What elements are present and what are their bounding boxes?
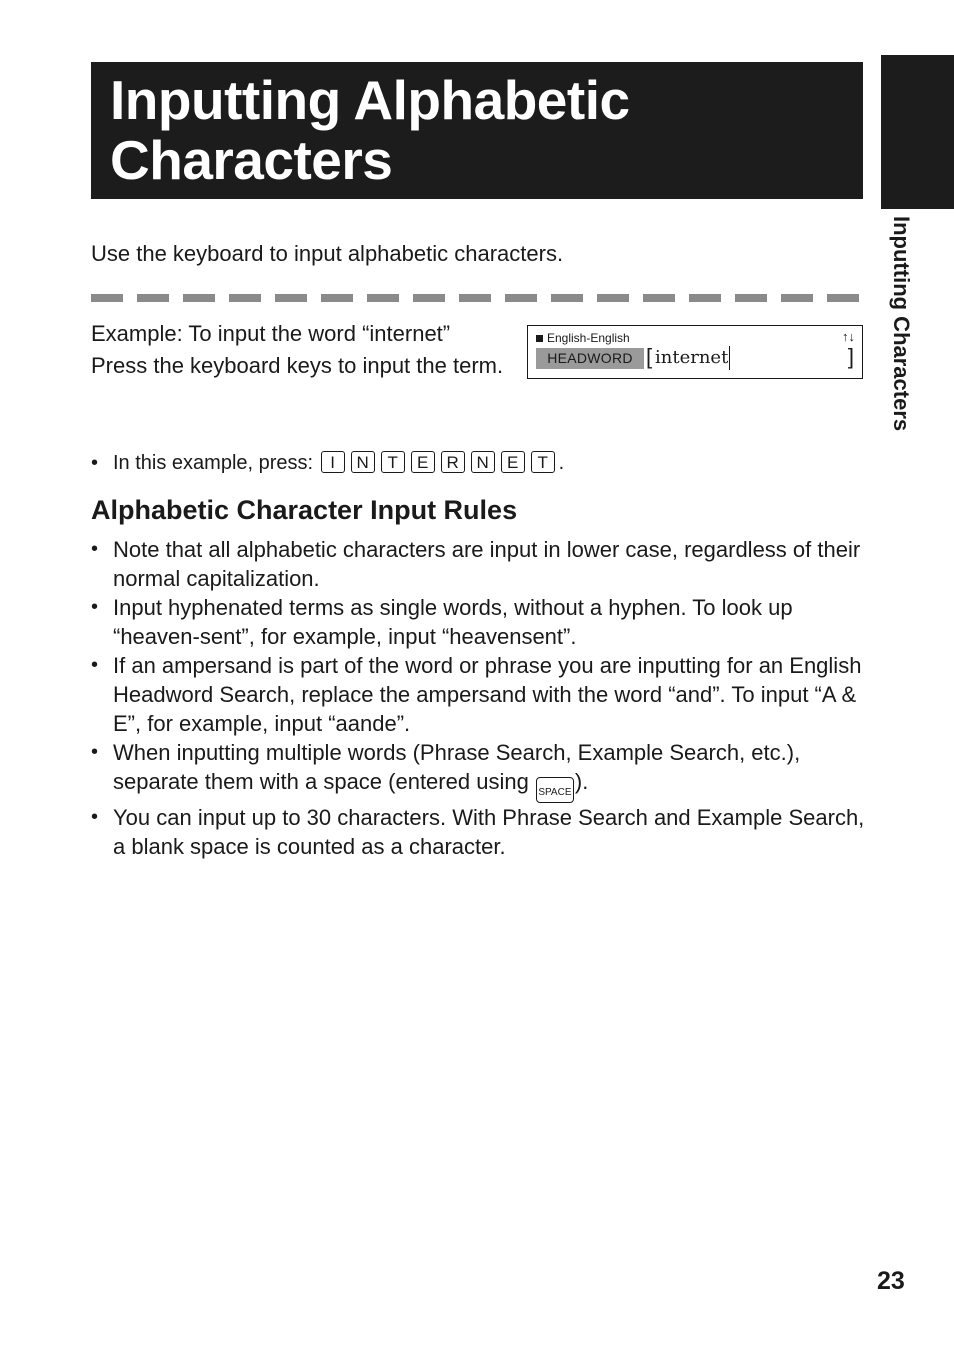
lcd-screen xyxy=(527,325,863,379)
key-e-2: E xyxy=(501,451,525,473)
key-n-2: N xyxy=(471,451,495,473)
section-tab-label: Inputting Characters xyxy=(889,216,914,432)
press-instruction xyxy=(91,449,564,477)
space-key: SPACE xyxy=(536,777,574,803)
key-t: T xyxy=(381,451,405,473)
list-item: • Input hyphenated terms as single words, without a hyphen. To look up “heaven-sent”, for example, input “heavensent”. xyxy=(91,593,866,651)
key-i: I xyxy=(321,451,345,473)
page-title: Inputting Alphabetic Characters xyxy=(110,69,630,191)
press-prefix: In this example, press: xyxy=(113,452,314,474)
press-suffix: . xyxy=(558,452,565,474)
rule-4-after: ). xyxy=(574,769,589,794)
bracket-open: [ xyxy=(646,344,653,369)
example-block xyxy=(91,318,511,382)
rule-4-before: When inputting multiple words (Phrase Search, Example Search, etc.), separate them with a space (entered using xyxy=(113,740,801,794)
list-item: • You can input up to 30 characters. With Phrase Search and Example Search, a blank space is counted as a character. xyxy=(91,803,866,861)
section-tab-marker xyxy=(881,55,954,209)
dictionary-mode xyxy=(536,331,630,345)
mode-label: English-English xyxy=(547,331,630,345)
mode-square-icon xyxy=(536,335,543,342)
list-item: • Note that all alphabetic characters are input in lower case, regardless of their normal capitalization. xyxy=(91,535,866,593)
key-e: E xyxy=(411,451,435,473)
rules-list xyxy=(91,535,866,861)
page-number: 23 xyxy=(877,1267,905,1295)
key-n: N xyxy=(351,451,375,473)
headword-label: HEADWORD xyxy=(536,348,644,369)
bullet-icon: • xyxy=(91,452,99,474)
bracket-close: ] xyxy=(847,344,854,369)
intro-text: Use the keyboard to input alphabetic characters. xyxy=(91,241,564,266)
dashed-divider xyxy=(91,294,863,302)
key-t-2: T xyxy=(531,451,555,473)
example-line-1: Example: To input the word “internet” xyxy=(91,321,451,346)
list-item: • If an ampersand is part of the word or phrase you are inputting for an English Headword Search, replace the ampersand with the word “and”. To input “A & E”, for example, input “aande”. xyxy=(91,651,866,738)
title-banner xyxy=(91,62,863,199)
key-r: R xyxy=(441,451,465,473)
list-item xyxy=(91,738,866,803)
example-line-2: Press the keyboard keys to input the term. xyxy=(91,353,504,378)
search-input-value: internet xyxy=(655,347,729,368)
scroll-arrows-icon: ↑↓ xyxy=(842,329,855,344)
rules-heading: Alphabetic Character Input Rules xyxy=(91,495,518,525)
